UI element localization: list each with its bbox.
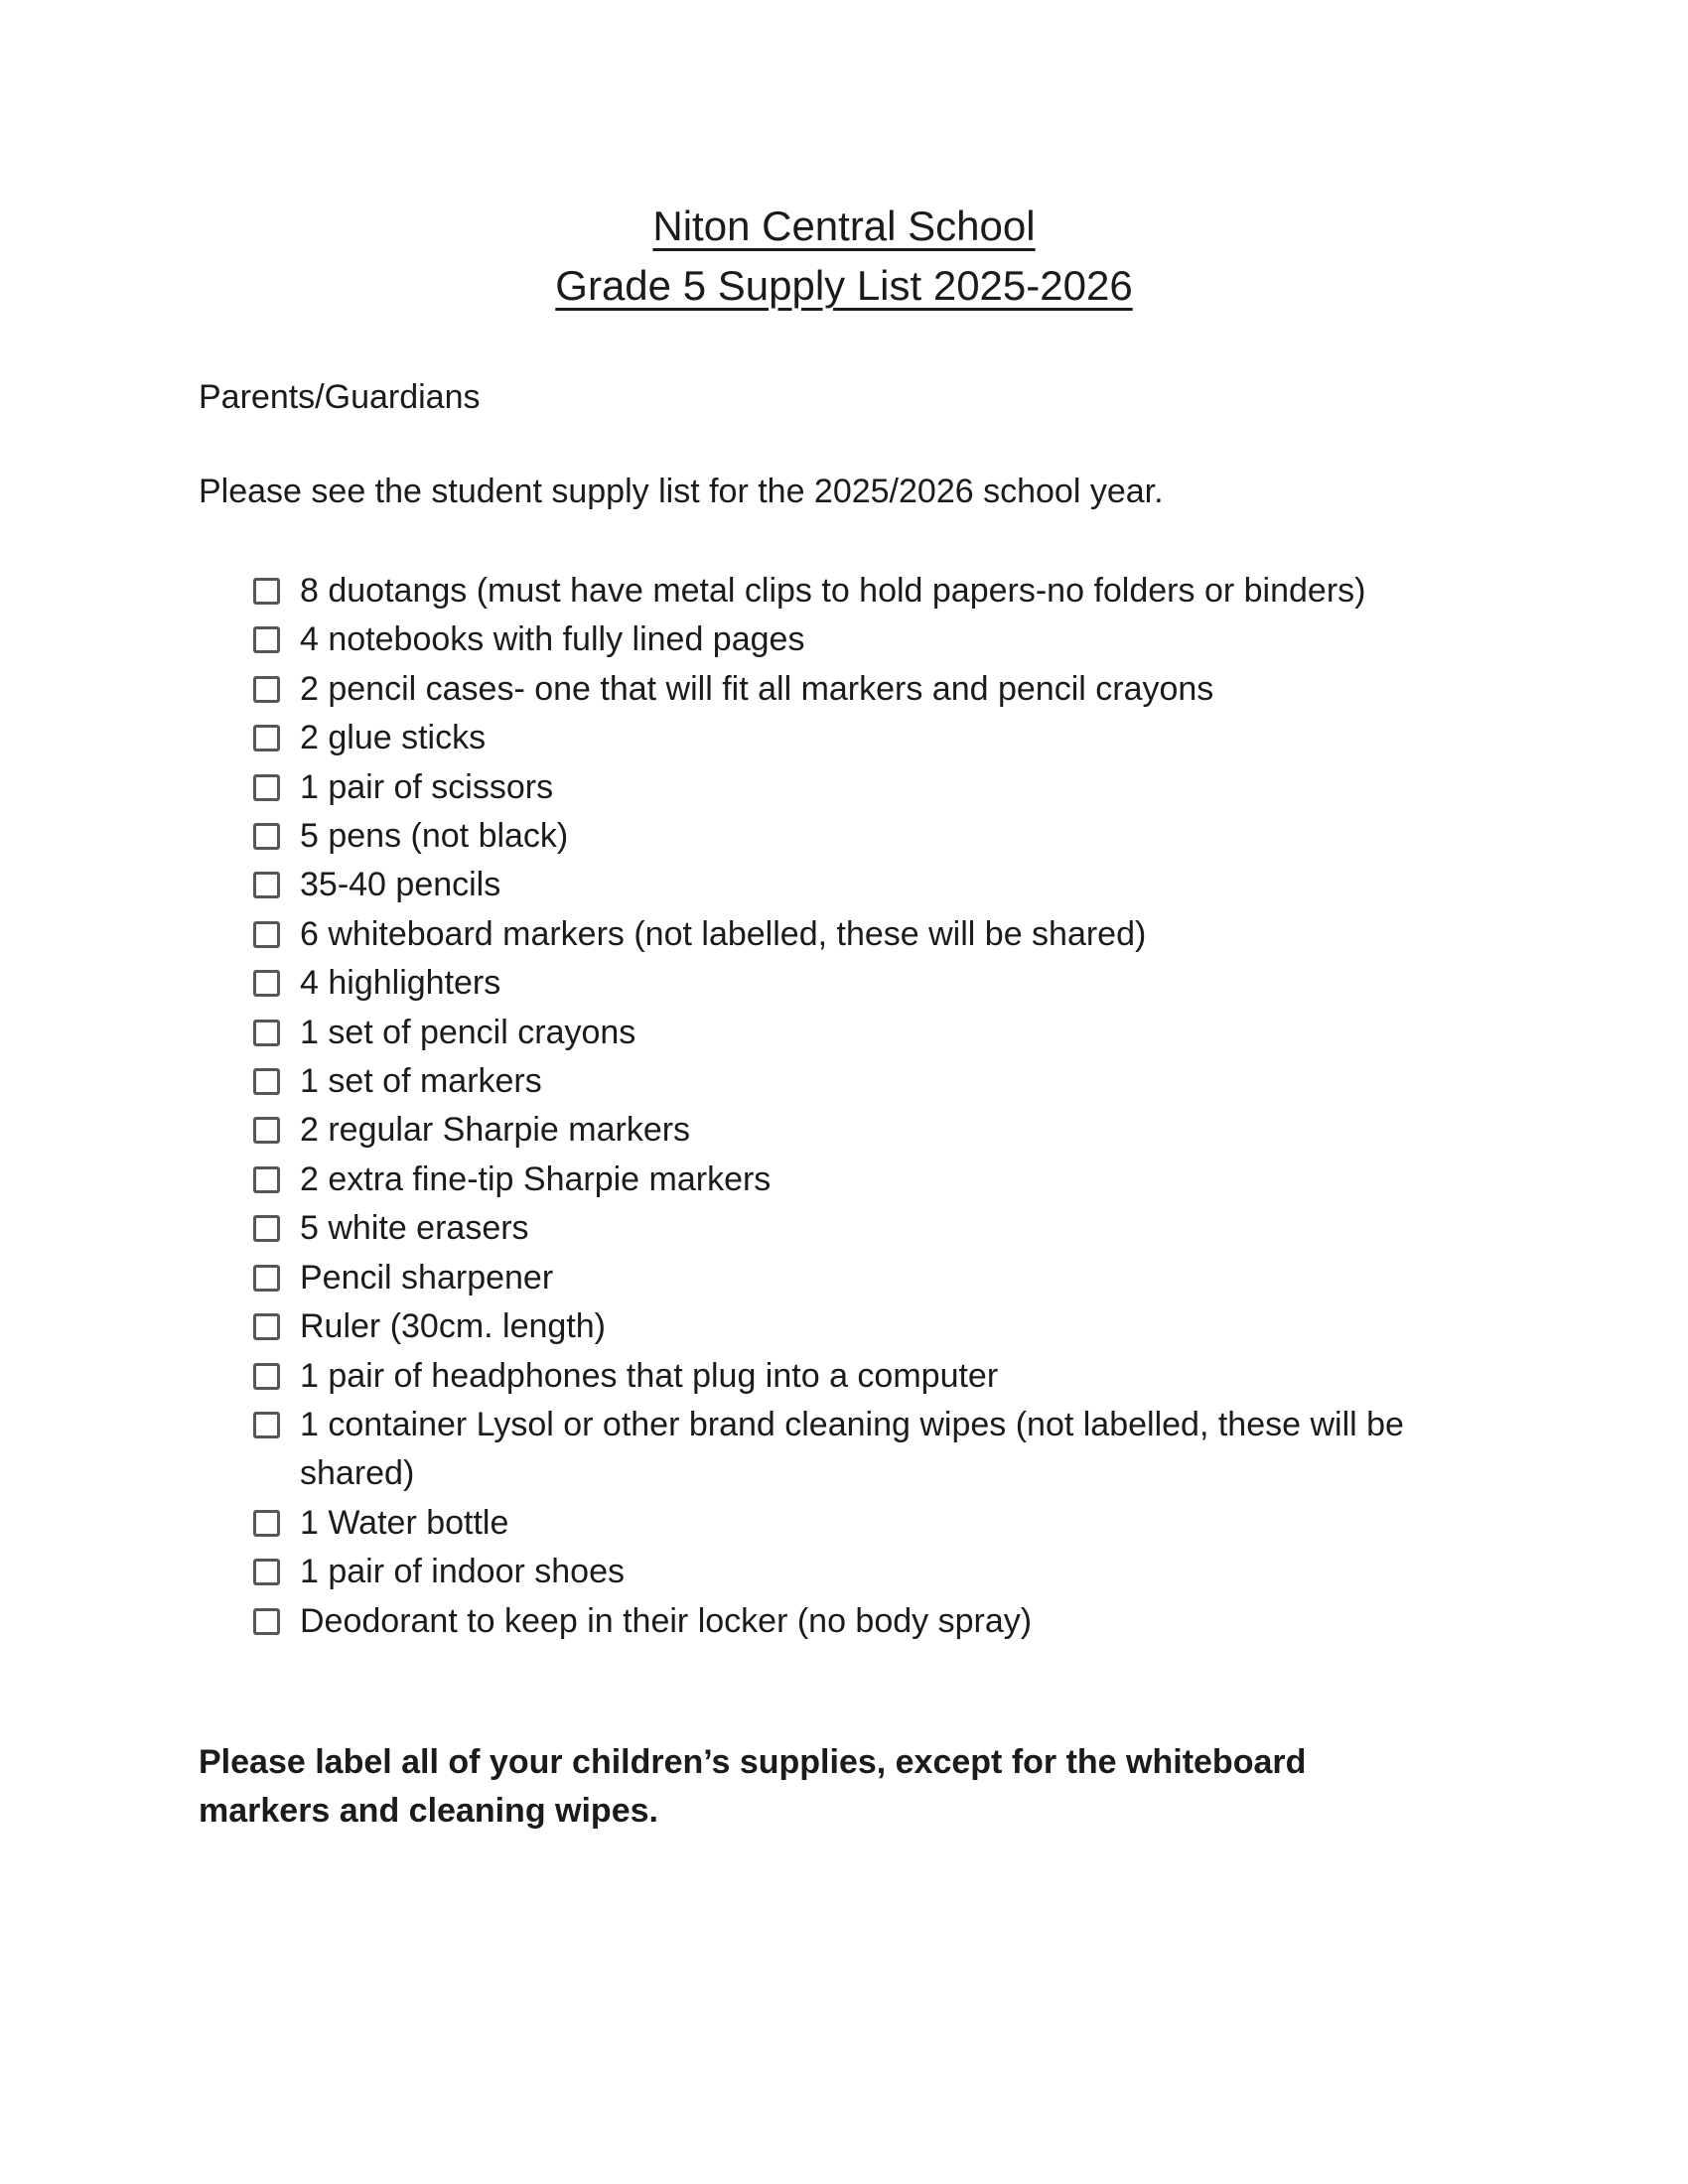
label-instruction-note: Please label all of your children’s supplies, except for the whiteboard markers and cleaning wipes. [199, 1742, 1307, 1830]
supply-list-item [253, 665, 1489, 714]
supply-list-item [253, 1156, 1489, 1204]
supply-item-label: 6 whiteboard markers (not labelled, these will be shared) [300, 914, 1147, 953]
supply-item-label: 35-40 pencils [300, 866, 501, 904]
supply-list-item [253, 1499, 1489, 1548]
supply-list-item [253, 1597, 1489, 1646]
title-line-2: Grade 5 Supply List 2025-2026 [555, 262, 1133, 309]
supply-item-label: Deodorant to keep in their locker (no body spray) [300, 1601, 1033, 1640]
supply-list-item [253, 861, 1489, 909]
checkbox-icon[interactable] [253, 1412, 280, 1438]
supply-list-item [253, 714, 1489, 762]
supply-list-item [253, 1057, 1489, 1106]
checkbox-icon[interactable] [253, 676, 280, 703]
supply-item-label: 4 highlighters [300, 964, 501, 1003]
checkbox-icon[interactable] [253, 725, 280, 751]
supply-list-item [253, 1302, 1489, 1351]
checkbox-icon[interactable] [253, 1020, 280, 1046]
supply-item-label: 2 extra fine-tip Sharpie markers [300, 1160, 772, 1198]
supply-list [199, 567, 1489, 1646]
checkbox-icon[interactable] [253, 1608, 280, 1635]
supply-item-label: 8 duotangs (must have metal clips to hold papers-no folders or binders) [300, 572, 1366, 610]
supply-list-item [253, 910, 1489, 959]
checkbox-icon[interactable] [253, 872, 280, 898]
supply-list-item [253, 1352, 1489, 1401]
checkbox-icon[interactable] [253, 1510, 280, 1537]
checkbox-icon[interactable] [253, 823, 280, 850]
checkbox-icon[interactable] [253, 1313, 280, 1340]
supply-list-item [253, 1401, 1489, 1499]
supply-item-label: 1 pair of headphones that plug into a computer [300, 1356, 999, 1395]
supply-item-label: 2 pencil cases- one that will fit all markers and pencil crayons [300, 669, 1214, 708]
checkbox-icon[interactable] [253, 1068, 280, 1095]
checkbox-icon[interactable] [253, 626, 280, 653]
supply-list-item [253, 615, 1489, 664]
supply-item-label: 1 pair of scissors [300, 767, 554, 806]
supply-item-label: 1 container Lysol or other brand cleaning wipes (not labelled, these will be shared) [300, 1405, 1404, 1493]
supply-item-label: 5 white erasers [300, 1209, 529, 1248]
checkbox-icon[interactable] [253, 1363, 280, 1390]
supply-item-label: Pencil sharpener [300, 1258, 554, 1297]
checkbox-icon[interactable] [253, 1559, 280, 1585]
supply-item-label: 5 pens (not black) [300, 817, 569, 856]
supply-list-item [253, 959, 1489, 1008]
supply-item-label: 2 regular Sharpie markers [300, 1111, 691, 1150]
supply-list-item [253, 812, 1489, 861]
checkbox-icon[interactable] [253, 774, 280, 801]
intro-paragraph: Please see the student supply list for the 2025/2026 school year. [199, 473, 1164, 510]
supply-item-label: 1 Water bottle [300, 1503, 509, 1542]
supply-item-label: Ruler (30cm. length) [300, 1307, 607, 1346]
document-title [199, 197, 1489, 316]
supply-item-label: 2 glue sticks [300, 719, 487, 757]
supply-item-label: 1 set of markers [300, 1062, 542, 1101]
supply-item-label: 1 pair of indoor shoes [300, 1553, 625, 1591]
checkbox-icon[interactable] [253, 921, 280, 948]
checkbox-icon[interactable] [253, 1215, 280, 1242]
supply-list-item [253, 1548, 1489, 1596]
title-line-1: Niton Central School [652, 203, 1036, 249]
supply-list-item [253, 1204, 1489, 1253]
checkbox-icon[interactable] [253, 1265, 280, 1292]
supply-item-label: 1 set of pencil crayons [300, 1013, 636, 1051]
supply-list-item [253, 1106, 1489, 1155]
checkbox-icon[interactable] [253, 1166, 280, 1193]
checkbox-icon[interactable] [253, 970, 280, 997]
checkbox-icon[interactable] [253, 578, 280, 605]
supply-item-label: 4 notebooks with fully lined pages [300, 620, 805, 659]
supply-list-item [253, 567, 1489, 615]
checkbox-icon[interactable] [253, 1117, 280, 1144]
supply-list-item [253, 1254, 1489, 1302]
supply-list-item [253, 1009, 1489, 1057]
salutation: Parents/Guardians [199, 378, 481, 416]
supply-list-item [253, 763, 1489, 812]
